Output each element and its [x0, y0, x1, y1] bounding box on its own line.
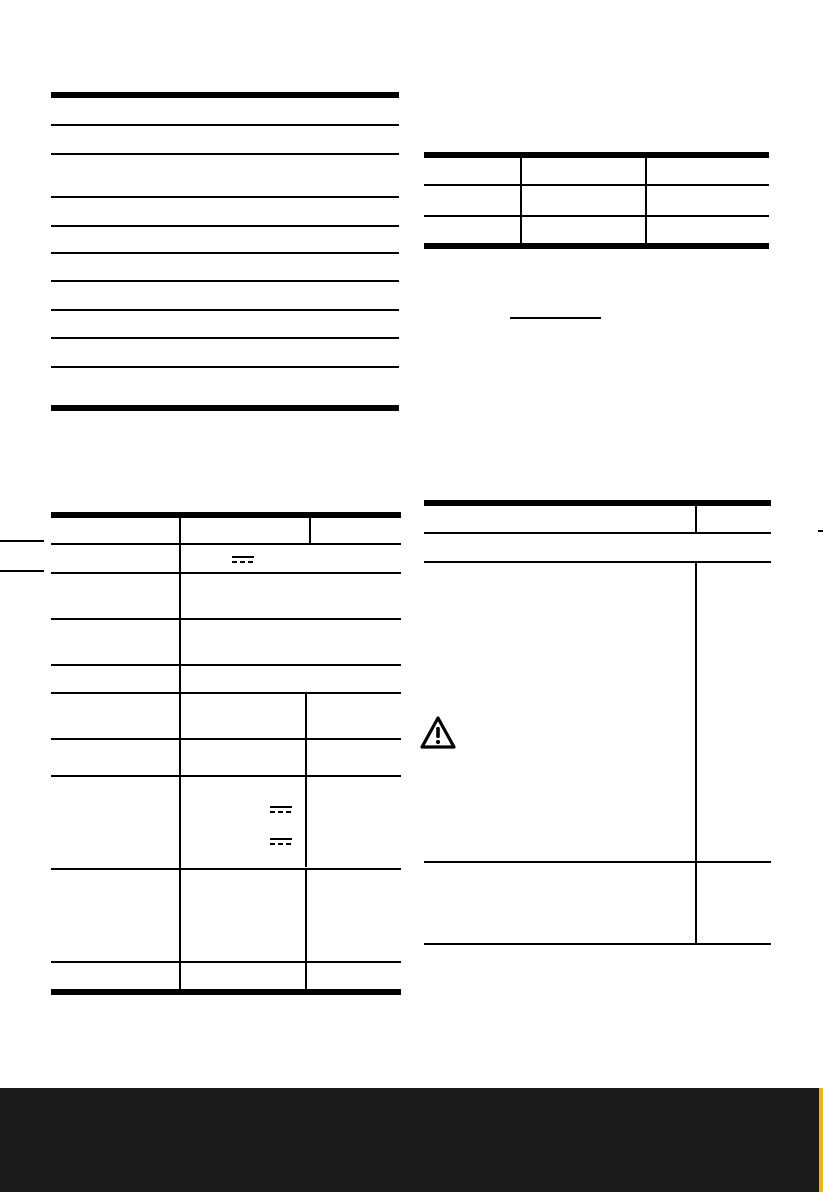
table-technical-data-row-rule — [51, 738, 401, 740]
table-technical-data-row-rule — [51, 572, 401, 574]
table-top-right-column-divider — [645, 152, 647, 243]
footer-band — [0, 1088, 823, 1192]
table-safety-bottom-rule — [424, 943, 771, 945]
table-top-left-row-rule — [51, 252, 399, 254]
table-technical-data-row-rule — [51, 618, 401, 620]
table-technical-data-top-rule — [51, 512, 401, 518]
table-safety-top-rule — [424, 500, 771, 506]
warning-triangle-icon — [419, 715, 457, 751]
dc-current-symbol-icon — [232, 556, 254, 564]
table-top-left-bottom-rule — [51, 405, 399, 411]
dc-current-symbol-icon — [270, 838, 292, 846]
table-top-left-top-rule — [51, 92, 399, 98]
table-top-left-row-rule — [51, 225, 399, 227]
table-technical-data-row-rule — [51, 692, 401, 694]
table-top-left-row-rule — [51, 124, 399, 126]
table-technical-data-row-rule — [51, 961, 401, 963]
page-edge-tab-mark — [0, 540, 44, 542]
table-safety-column-divider — [695, 500, 697, 532]
table-top-right-bottom-rule — [424, 243, 769, 249]
table-technical-data-column-divider — [179, 512, 181, 989]
table-safety-row-rule — [424, 561, 771, 563]
table-safety-row-rule — [424, 532, 771, 534]
table-top-left-row-rule — [51, 309, 399, 311]
table-top-left-row-rule — [51, 337, 399, 339]
page-edge-tab-mark — [0, 570, 44, 572]
table-top-left-row-rule — [51, 196, 399, 198]
table-technical-data-row-rule — [51, 543, 401, 545]
table-technical-data-row-rule — [51, 868, 401, 870]
footer-accent-strip — [819, 1088, 823, 1192]
table-top-right-row-rule — [424, 184, 769, 186]
table-top-left-row-rule — [51, 153, 399, 155]
table-top-right-row-rule — [424, 215, 769, 217]
table-technical-data-bottom-rule — [51, 989, 401, 995]
table-technical-data-column-divider — [305, 692, 307, 867]
table-top-right-column-divider — [520, 152, 522, 243]
table-technical-data-row-rule — [51, 664, 401, 666]
table-top-right-top-rule — [424, 152, 769, 158]
table-safety-row-rule — [424, 861, 771, 863]
table-top-left-row-rule — [51, 366, 399, 368]
underline-rule — [510, 317, 601, 319]
page-edge-mark — [818, 530, 823, 532]
table-technical-data-row-rule — [51, 775, 401, 777]
table-technical-data-column-divider — [305, 868, 307, 989]
table-safety-column-divider — [695, 561, 697, 943]
table-top-left-row-rule — [51, 280, 399, 282]
table-technical-data-column-divider — [309, 512, 311, 543]
dc-current-symbol-icon — [270, 806, 292, 814]
